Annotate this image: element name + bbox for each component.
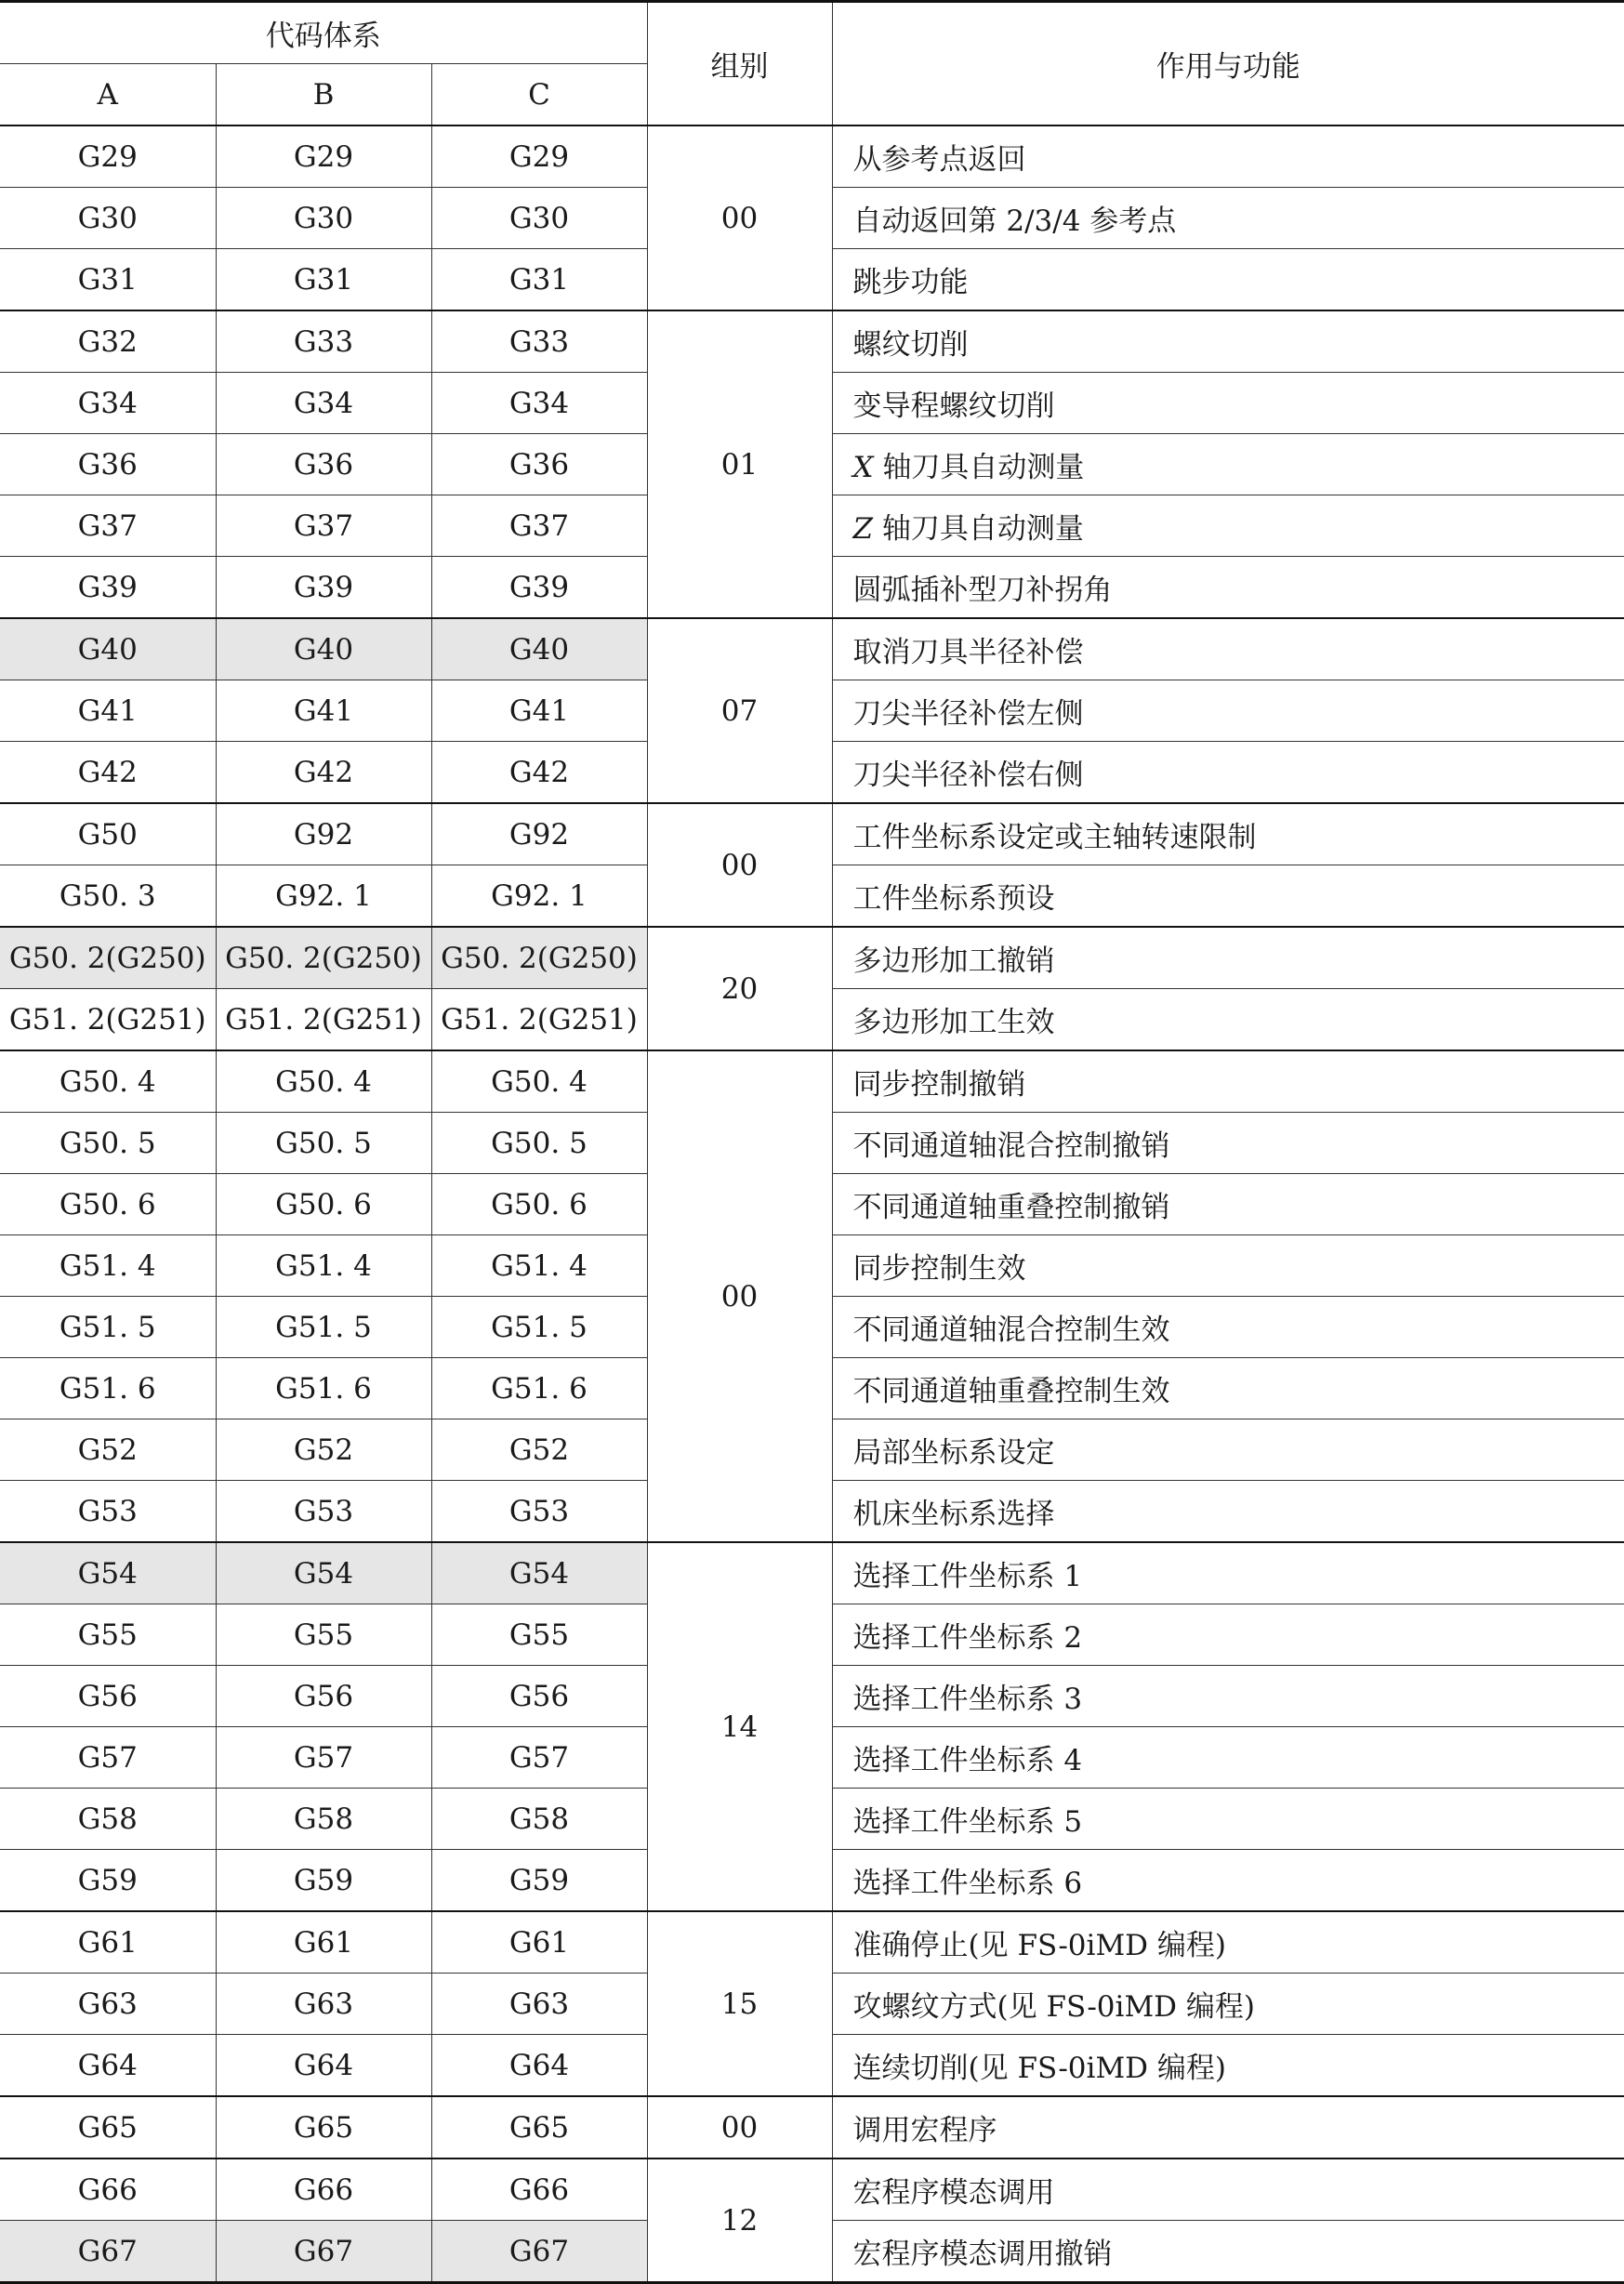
code-cell-b: G59 bbox=[216, 1850, 431, 1912]
code-cell-a: G53 bbox=[0, 1481, 216, 1543]
table-row bbox=[0, 1542, 1624, 1604]
function-cell: 不同通道轴重叠控制生效 bbox=[832, 1358, 1624, 1419]
header-col-a: A bbox=[0, 64, 216, 126]
axis-variable: X bbox=[852, 451, 874, 484]
code-cell-b: G92. 1 bbox=[216, 865, 431, 928]
code-cell-b: G52 bbox=[216, 1419, 431, 1481]
table-row bbox=[0, 125, 1624, 188]
group-cell: 00 bbox=[647, 1050, 832, 1542]
code-cell-a: G61 bbox=[0, 1911, 216, 1974]
table-row bbox=[0, 1911, 1624, 1974]
code-cell-a: G50. 3 bbox=[0, 865, 216, 928]
code-cell-c: G33 bbox=[431, 310, 647, 373]
table-row bbox=[0, 2096, 1624, 2159]
code-cell-a: G30 bbox=[0, 188, 216, 249]
code-cell-c: G67 bbox=[431, 2221, 647, 2283]
code-cell-a: G55 bbox=[0, 1604, 216, 1666]
code-cell-c: G65 bbox=[431, 2096, 647, 2159]
code-cell-a: G50. 5 bbox=[0, 1113, 216, 1174]
code-cell-b: G57 bbox=[216, 1727, 431, 1789]
code-cell-b: G51. 2(G251) bbox=[216, 989, 431, 1051]
code-cell-c: G42 bbox=[431, 742, 647, 804]
header-col-c: C bbox=[431, 64, 647, 126]
code-cell-b: G42 bbox=[216, 742, 431, 804]
function-cell: 宏程序模态调用撤销 bbox=[832, 2221, 1624, 2283]
code-cell-c: G34 bbox=[431, 373, 647, 434]
code-cell-c: G40 bbox=[431, 618, 647, 680]
function-cell: 不同通道轴重叠控制撤销 bbox=[832, 1174, 1624, 1235]
code-cell-a: G40 bbox=[0, 618, 216, 680]
code-cell-a: G29 bbox=[0, 125, 216, 188]
function-cell: 取消刀具半径补偿 bbox=[832, 618, 1624, 680]
code-cell-b: G58 bbox=[216, 1789, 431, 1850]
code-cell-c: G66 bbox=[431, 2159, 647, 2221]
table-row bbox=[0, 310, 1624, 373]
header-row-top bbox=[0, 2, 1624, 64]
table-row bbox=[0, 927, 1624, 989]
function-cell bbox=[832, 434, 1624, 495]
code-cell-c: G58 bbox=[431, 1789, 647, 1850]
code-cell-b: G36 bbox=[216, 434, 431, 495]
function-cell: 机床坐标系选择 bbox=[832, 1481, 1624, 1543]
code-cell-a: G51. 6 bbox=[0, 1358, 216, 1419]
header-group: 组别 bbox=[647, 2, 832, 126]
code-cell-a: G51. 2(G251) bbox=[0, 989, 216, 1051]
code-cell-b: G40 bbox=[216, 618, 431, 680]
function-cell: 局部坐标系设定 bbox=[832, 1419, 1624, 1481]
code-cell-b: G41 bbox=[216, 680, 431, 742]
code-cell-c: G51. 2(G251) bbox=[431, 989, 647, 1051]
code-cell-c: G51. 4 bbox=[431, 1235, 647, 1297]
function-cell: 工件坐标系预设 bbox=[832, 865, 1624, 928]
group-cell: 00 bbox=[647, 803, 832, 927]
code-cell-b: G61 bbox=[216, 1911, 431, 1974]
code-cell-c: G53 bbox=[431, 1481, 647, 1543]
code-cell-b: G67 bbox=[216, 2221, 431, 2283]
function-text: 轴刀具自动测量 bbox=[873, 512, 1084, 546]
code-cell-b: G37 bbox=[216, 495, 431, 557]
code-cell-a: G42 bbox=[0, 742, 216, 804]
code-cell-c: G92. 1 bbox=[431, 865, 647, 928]
function-cell: 调用宏程序 bbox=[832, 2096, 1624, 2159]
code-cell-b: G54 bbox=[216, 1542, 431, 1604]
function-cell: 同步控制撤销 bbox=[832, 1050, 1624, 1113]
code-cell-a: G65 bbox=[0, 2096, 216, 2159]
code-cell-c: G50. 4 bbox=[431, 1050, 647, 1113]
function-cell: 刀尖半径补偿右侧 bbox=[832, 742, 1624, 804]
code-cell-c: G37 bbox=[431, 495, 647, 557]
code-cell-c: G50. 6 bbox=[431, 1174, 647, 1235]
group-cell: 12 bbox=[647, 2159, 832, 2283]
axis-variable: Z bbox=[852, 512, 874, 546]
header-function: 作用与功能 bbox=[832, 2, 1624, 126]
code-cell-c: G61 bbox=[431, 1911, 647, 1974]
code-cell-c: G51. 5 bbox=[431, 1297, 647, 1358]
function-cell: 选择工件坐标系 2 bbox=[832, 1604, 1624, 1666]
group-cell: 20 bbox=[647, 927, 832, 1050]
function-cell: 攻螺纹方式(见 FS-0iMD 编程) bbox=[832, 1974, 1624, 2035]
code-cell-b: G53 bbox=[216, 1481, 431, 1543]
header-col-b: B bbox=[216, 64, 431, 126]
group-cell: 00 bbox=[647, 125, 832, 310]
table-row bbox=[0, 1050, 1624, 1113]
code-cell-a: G57 bbox=[0, 1727, 216, 1789]
code-cell-b: G63 bbox=[216, 1974, 431, 2035]
function-cell: 刀尖半径补偿左侧 bbox=[832, 680, 1624, 742]
function-cell: 同步控制生效 bbox=[832, 1235, 1624, 1297]
code-cell-a: G36 bbox=[0, 434, 216, 495]
code-cell-a: G31 bbox=[0, 249, 216, 311]
function-cell: 不同通道轴混合控制撤销 bbox=[832, 1113, 1624, 1174]
table-row bbox=[0, 618, 1624, 680]
code-cell-a: G51. 5 bbox=[0, 1297, 216, 1358]
table-row bbox=[0, 2159, 1624, 2221]
code-cell-b: G33 bbox=[216, 310, 431, 373]
code-cell-b: G51. 5 bbox=[216, 1297, 431, 1358]
table-body bbox=[0, 125, 1624, 2283]
code-cell-b: G34 bbox=[216, 373, 431, 434]
function-text: 轴刀具自动测量 bbox=[873, 451, 1085, 484]
function-cell: 变导程螺纹切削 bbox=[832, 373, 1624, 434]
code-cell-a: G39 bbox=[0, 557, 216, 619]
code-cell-c: G36 bbox=[431, 434, 647, 495]
code-cell-b: G50. 2(G250) bbox=[216, 927, 431, 989]
code-cell-a: G58 bbox=[0, 1789, 216, 1850]
code-cell-c: G50. 5 bbox=[431, 1113, 647, 1174]
function-cell: 从参考点返回 bbox=[832, 125, 1624, 188]
code-cell-b: G64 bbox=[216, 2035, 431, 2097]
code-cell-c: G57 bbox=[431, 1727, 647, 1789]
code-cell-a: G66 bbox=[0, 2159, 216, 2221]
function-cell: 选择工件坐标系 5 bbox=[832, 1789, 1624, 1850]
code-cell-b: G56 bbox=[216, 1666, 431, 1727]
code-cell-a: G50. 6 bbox=[0, 1174, 216, 1235]
code-cell-b: G66 bbox=[216, 2159, 431, 2221]
function-cell: 选择工件坐标系 6 bbox=[832, 1850, 1624, 1912]
code-cell-c: G54 bbox=[431, 1542, 647, 1604]
code-cell-c: G64 bbox=[431, 2035, 647, 2097]
code-cell-b: G39 bbox=[216, 557, 431, 619]
code-cell-b: G51. 6 bbox=[216, 1358, 431, 1419]
code-cell-c: G39 bbox=[431, 557, 647, 619]
code-cell-c: G56 bbox=[431, 1666, 647, 1727]
function-cell bbox=[832, 495, 1624, 557]
code-cell-a: G56 bbox=[0, 1666, 216, 1727]
code-cell-b: G50. 4 bbox=[216, 1050, 431, 1113]
code-cell-b: G50. 5 bbox=[216, 1113, 431, 1174]
code-cell-a: G50. 2(G250) bbox=[0, 927, 216, 989]
table-row bbox=[0, 803, 1624, 865]
function-cell: 宏程序模态调用 bbox=[832, 2159, 1624, 2221]
code-cell-a: G54 bbox=[0, 1542, 216, 1604]
code-cell-c: G52 bbox=[431, 1419, 647, 1481]
code-cell-a: G52 bbox=[0, 1419, 216, 1481]
code-cell-b: G65 bbox=[216, 2096, 431, 2159]
group-cell: 01 bbox=[647, 310, 832, 618]
group-cell: 15 bbox=[647, 1911, 832, 2096]
code-cell-c: G92 bbox=[431, 803, 647, 865]
code-cell-a: G41 bbox=[0, 680, 216, 742]
code-cell-c: G29 bbox=[431, 125, 647, 188]
code-cell-a: G34 bbox=[0, 373, 216, 434]
code-cell-a: G59 bbox=[0, 1850, 216, 1912]
header-code-system: 代码体系 bbox=[0, 2, 647, 64]
code-cell-b: G51. 4 bbox=[216, 1235, 431, 1297]
function-cell: 选择工件坐标系 1 bbox=[832, 1542, 1624, 1604]
code-cell-a: G63 bbox=[0, 1974, 216, 2035]
code-cell-c: G31 bbox=[431, 249, 647, 311]
function-cell: 选择工件坐标系 4 bbox=[832, 1727, 1624, 1789]
code-cell-a: G67 bbox=[0, 2221, 216, 2283]
function-cell: 准确停止(见 FS-0iMD 编程) bbox=[832, 1911, 1624, 1974]
code-cell-b: G55 bbox=[216, 1604, 431, 1666]
code-cell-c: G41 bbox=[431, 680, 647, 742]
code-cell-b: G31 bbox=[216, 249, 431, 311]
code-cell-b: G30 bbox=[216, 188, 431, 249]
group-cell: 14 bbox=[647, 1542, 832, 1911]
group-cell: 07 bbox=[647, 618, 832, 803]
code-cell-c: G55 bbox=[431, 1604, 647, 1666]
code-cell-c: G59 bbox=[431, 1850, 647, 1912]
function-cell: 连续切削(见 FS-0iMD 编程) bbox=[832, 2035, 1624, 2097]
code-cell-a: G50. 4 bbox=[0, 1050, 216, 1113]
code-cell-c: G51. 6 bbox=[431, 1358, 647, 1419]
code-cell-a: G51. 4 bbox=[0, 1235, 216, 1297]
code-cell-c: G50. 2(G250) bbox=[431, 927, 647, 989]
function-cell: 选择工件坐标系 3 bbox=[832, 1666, 1624, 1727]
group-cell: 00 bbox=[647, 2096, 832, 2159]
function-cell: 圆弧插补型刀补拐角 bbox=[832, 557, 1624, 619]
function-cell: 跳步功能 bbox=[832, 249, 1624, 311]
code-cell-c: G63 bbox=[431, 1974, 647, 2035]
code-cell-b: G29 bbox=[216, 125, 431, 188]
code-cell-a: G50 bbox=[0, 803, 216, 865]
code-cell-a: G37 bbox=[0, 495, 216, 557]
code-cell-c: G30 bbox=[431, 188, 647, 249]
function-cell: 多边形加工撤销 bbox=[832, 927, 1624, 989]
code-cell-a: G32 bbox=[0, 310, 216, 373]
function-cell: 工件坐标系设定或主轴转速限制 bbox=[832, 803, 1624, 865]
code-cell-b: G92 bbox=[216, 803, 431, 865]
code-cell-a: G64 bbox=[0, 2035, 216, 2097]
function-cell: 不同通道轴混合控制生效 bbox=[832, 1297, 1624, 1358]
code-cell-b: G50. 6 bbox=[216, 1174, 431, 1235]
function-cell: 多边形加工生效 bbox=[832, 989, 1624, 1051]
function-cell: 自动返回第 2/3/4 参考点 bbox=[832, 188, 1624, 249]
function-cell: 螺纹切削 bbox=[832, 310, 1624, 373]
